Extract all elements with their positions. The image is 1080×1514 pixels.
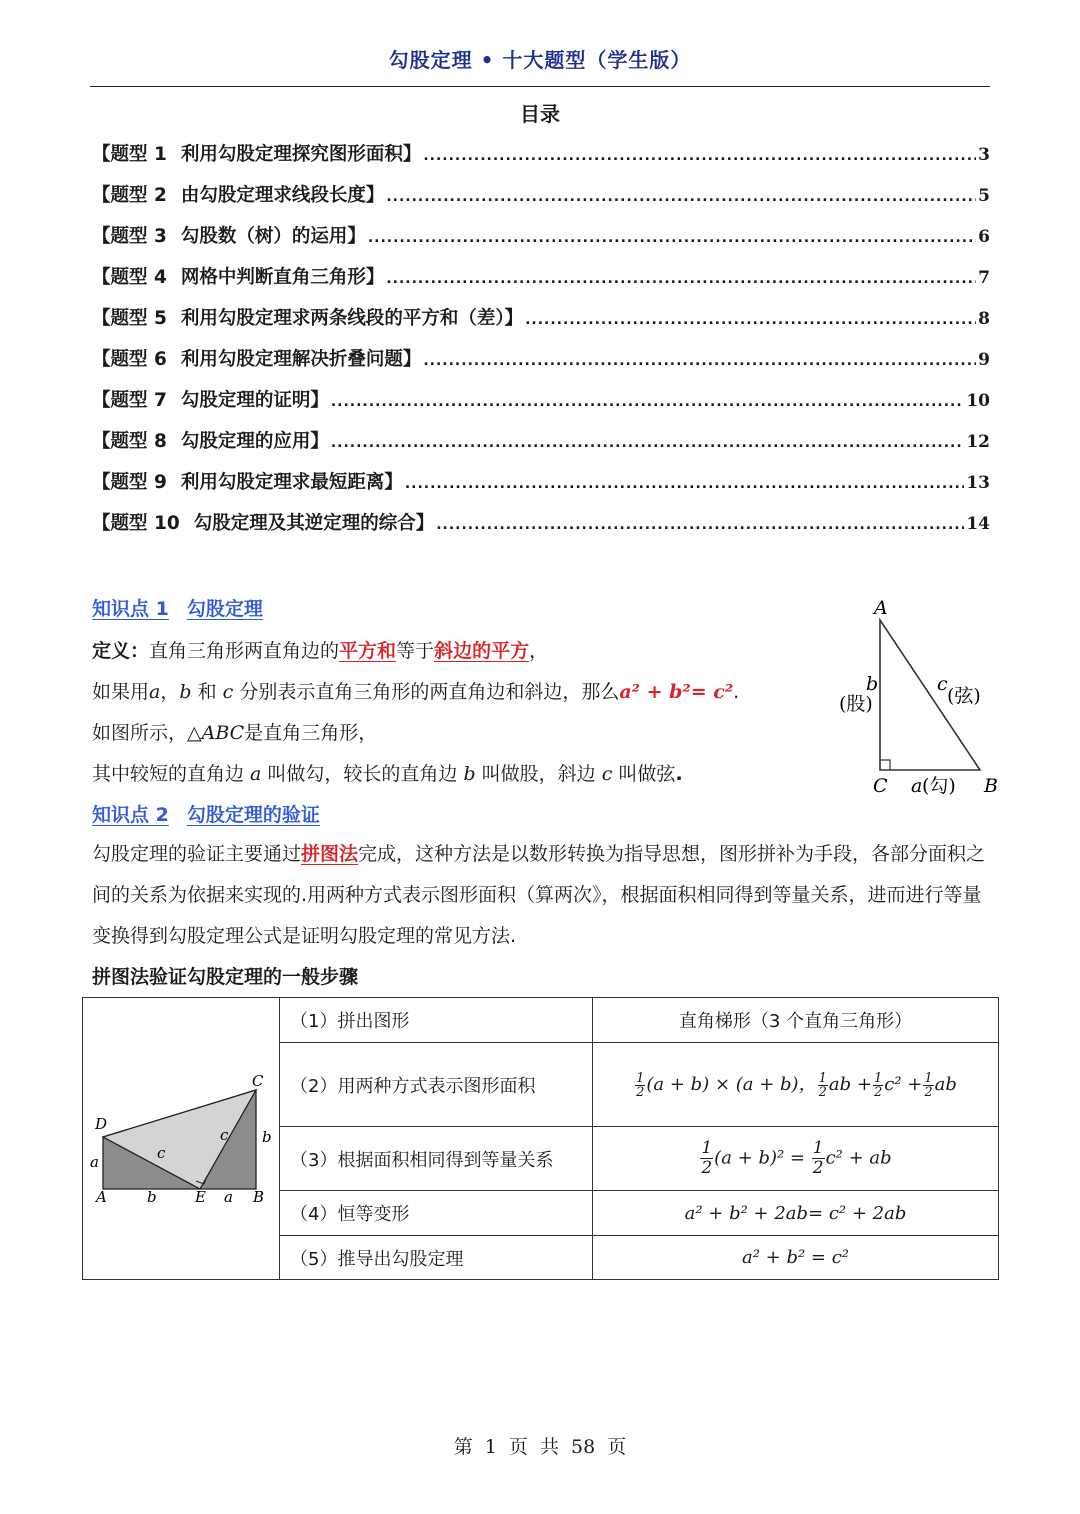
toc-item-label: 利用勾股定理探究图形面积】 bbox=[180, 144, 422, 165]
side-a-label: a bbox=[90, 1152, 99, 1171]
knowledge-point-1-heading[interactable] bbox=[92, 594, 263, 621]
toc-item-6[interactable] bbox=[92, 345, 990, 373]
text: 叫做弦 bbox=[612, 763, 676, 785]
side-xian-label: (弦) bbox=[947, 685, 981, 707]
toc-item-page: 12 bbox=[966, 432, 990, 452]
expr: (a + b) × (a + b)， bbox=[646, 1074, 817, 1096]
page-header-title: 勾股定理 • 十大题型（学生版） bbox=[388, 48, 692, 72]
toc-item-label: 利用勾股定理解决折叠问题】 bbox=[180, 349, 422, 370]
numerator: 1 bbox=[873, 1070, 883, 1086]
toc-item-number: 【题型 9 bbox=[92, 472, 167, 493]
side-b-label: b bbox=[262, 1127, 272, 1146]
kp2-title: 勾股定理的验证 bbox=[186, 804, 320, 826]
text: 如果用 bbox=[92, 681, 150, 703]
steps-title: 拼图法验证勾股定理的一般步骤 bbox=[92, 966, 359, 988]
side-c-label: c bbox=[157, 1143, 166, 1162]
expr: ab bbox=[934, 1074, 957, 1096]
denominator: 2 bbox=[873, 1084, 883, 1100]
toc-item-label: 勾股定理的证明】 bbox=[180, 390, 329, 411]
definition-line bbox=[92, 636, 548, 663]
side-gou-label: (勾) bbox=[922, 775, 956, 797]
verification-paragraph bbox=[92, 834, 990, 957]
toc-leader-dots bbox=[423, 148, 976, 164]
toc-leader-dots bbox=[423, 353, 976, 369]
toc-item-page: 10 bbox=[966, 391, 990, 411]
var-a: a bbox=[149, 681, 161, 703]
var-b: b bbox=[463, 763, 476, 785]
fraction-half bbox=[873, 1072, 883, 1099]
right-triangle-figure bbox=[830, 592, 1010, 804]
toc-item-7[interactable] bbox=[92, 386, 990, 414]
var-b: b bbox=[179, 681, 192, 703]
toc-item-5[interactable] bbox=[92, 304, 990, 332]
vertex-c-label: C bbox=[873, 775, 888, 797]
fraction-half bbox=[923, 1072, 933, 1099]
right-angle-mark bbox=[880, 760, 890, 770]
toc-item-page: 14 bbox=[966, 514, 990, 534]
toc-item-label: 勾股定理的应用】 bbox=[180, 431, 329, 452]
toc-item-number: 【题型 10 bbox=[92, 513, 180, 534]
def-text: 直角三角形两直角边的 bbox=[149, 640, 340, 662]
text: ， bbox=[160, 681, 180, 703]
vertex-b-label: B bbox=[984, 775, 998, 797]
numerator: 1 bbox=[818, 1070, 827, 1086]
denominator: 2 bbox=[636, 1084, 645, 1100]
numerator: 1 bbox=[636, 1070, 645, 1086]
expr: c² + bbox=[884, 1074, 923, 1096]
step-cell: （5）推导出勾股定理 bbox=[280, 1236, 593, 1280]
definition-label: 定义： bbox=[92, 640, 150, 662]
fraction-half bbox=[818, 1072, 828, 1099]
toc-item-3[interactable] bbox=[92, 222, 990, 250]
step-cell: （3）根据面积相同得到等量关系 bbox=[280, 1127, 593, 1191]
toc-item-number: 【题型 7 bbox=[92, 390, 167, 411]
text: 和 bbox=[191, 681, 223, 703]
header-divider bbox=[90, 86, 990, 87]
denominator: 2 bbox=[812, 1158, 824, 1178]
toc-item-label: 勾股数（树）的运用】 bbox=[180, 226, 366, 247]
toc-leader-dots bbox=[405, 476, 964, 492]
text: 勾股定理的验证主要通过 bbox=[92, 843, 302, 865]
toc-leader-dots bbox=[386, 189, 976, 205]
pythagorean-formula: a² + b²= c² bbox=[619, 681, 734, 703]
kp1-title: 勾股定理 bbox=[186, 598, 263, 620]
expr: ab + bbox=[828, 1074, 872, 1096]
toc-item-2[interactable] bbox=[92, 181, 990, 209]
toc-item-number: 【题型 8 bbox=[92, 431, 167, 452]
result-cell: 直角梯形（3 个直角三角形） bbox=[593, 998, 999, 1043]
text: 叫做股，斜边 bbox=[475, 763, 602, 785]
text: 完成，这种方法是以数形转换为指导思想，图形拼补为手段，各部分面积之间的关系为依据来实现的.用两种方式表示图形面积（算两次》，根据面积相同得到等量关系，进而进行等量变换得到勾股定理公式是证明勾股定理的常见方法. bbox=[92, 843, 986, 947]
text: 是直角三角形， bbox=[244, 722, 378, 744]
side-a-label: a bbox=[911, 775, 923, 797]
toc-item-number: 【题型 6 bbox=[92, 349, 167, 370]
page-footer: 第 1 页 共 58 页 bbox=[453, 1436, 627, 1458]
def-text: ， bbox=[529, 640, 549, 662]
var-c: c bbox=[222, 681, 234, 703]
text: . bbox=[733, 681, 740, 703]
toc-item-8[interactable] bbox=[92, 427, 990, 455]
step-cell: （2）用两种方式表示图形面积 bbox=[280, 1043, 593, 1127]
toc-item-page: 5 bbox=[978, 186, 990, 206]
def-text: 等于 bbox=[396, 640, 435, 662]
toc-item-9[interactable] bbox=[92, 468, 990, 496]
var-a: a bbox=[250, 763, 262, 785]
fraction-half bbox=[635, 1072, 645, 1099]
denominator: 2 bbox=[924, 1084, 933, 1100]
toc-item-label: 勾股定理及其逆定理的综合】 bbox=[193, 513, 435, 534]
side-c-label: c bbox=[937, 673, 948, 695]
toc-item-label: 网格中判断直角三角形】 bbox=[180, 267, 385, 288]
vertex-d-label: D bbox=[95, 1114, 108, 1133]
kp2-number: 知识点 2 bbox=[92, 804, 169, 826]
steps-table bbox=[82, 997, 999, 1280]
vertex-a-label: A bbox=[874, 597, 888, 619]
toc-item-page: 3 bbox=[978, 145, 990, 165]
toc-item-page: 6 bbox=[978, 227, 990, 247]
text: 分别表示直角三角形的两直角边和斜边，那么 bbox=[233, 681, 620, 703]
toc-item-page: 8 bbox=[978, 309, 990, 329]
toc-item-number: 【题型 3 bbox=[92, 226, 167, 247]
fraction-half bbox=[700, 1139, 713, 1178]
toc-item-label: 利用勾股定理求两条线段的平方和（差）】 bbox=[180, 308, 524, 329]
side-c-label: c bbox=[220, 1125, 229, 1144]
text: . bbox=[675, 763, 683, 785]
toc-item-page: 7 bbox=[978, 268, 990, 288]
var-c: c bbox=[601, 763, 613, 785]
denominator: 2 bbox=[701, 1158, 713, 1178]
toc-item-number: 【题型 1 bbox=[92, 144, 167, 165]
side-a-label: a bbox=[224, 1187, 233, 1206]
toc-item-number: 【题型 2 bbox=[92, 185, 167, 206]
toc-leader-dots bbox=[331, 394, 964, 410]
side-b-label: b bbox=[147, 1187, 157, 1206]
variables-line bbox=[92, 677, 739, 704]
toc-item-number: 【题型 4 bbox=[92, 267, 167, 288]
text: 叫做勾，较长的直角边 bbox=[261, 763, 464, 785]
denominator: 2 bbox=[818, 1084, 827, 1100]
expr: c² + ab bbox=[825, 1147, 892, 1169]
text: 如图所示， bbox=[92, 722, 188, 744]
toc-title: 目录 bbox=[520, 102, 560, 126]
numerator: 1 bbox=[701, 1138, 713, 1158]
terms-line bbox=[92, 759, 683, 786]
toc-item-number: 【题型 5 bbox=[92, 308, 167, 329]
trapezoid-figure bbox=[83, 999, 279, 1279]
vertex-c-label: C bbox=[252, 1071, 264, 1090]
def-emphasis-sum-of-squares: 平方和 bbox=[339, 640, 397, 662]
text: 其中较短的直角边 bbox=[92, 763, 251, 785]
toc-leader-dots bbox=[386, 271, 976, 287]
vertex-a-label: A bbox=[96, 1187, 107, 1206]
numerator: 1 bbox=[924, 1070, 933, 1086]
toc-item-label: 由勾股定理求线段长度】 bbox=[180, 185, 385, 206]
fraction-half bbox=[812, 1139, 825, 1178]
toc-item-label: 利用勾股定理求最短距离】 bbox=[180, 472, 403, 493]
vertex-e-label: E bbox=[195, 1187, 206, 1206]
toc-leader-dots bbox=[331, 435, 964, 451]
jigsaw-method-emphasis: 拼图法 bbox=[301, 843, 359, 865]
knowledge-point-2-heading[interactable] bbox=[92, 800, 320, 827]
side-b-label: b bbox=[866, 673, 879, 695]
result-cell-equation bbox=[593, 1127, 999, 1191]
toc-item-page: 9 bbox=[978, 350, 990, 370]
numerator: 1 bbox=[812, 1138, 824, 1158]
toc-leader-dots bbox=[525, 312, 976, 328]
expr: (a + b)² = bbox=[714, 1147, 806, 1169]
toc-item-4[interactable] bbox=[92, 263, 990, 291]
table-row bbox=[83, 998, 999, 1043]
toc-item-page: 13 bbox=[966, 473, 990, 493]
toc-leader-dots bbox=[368, 230, 976, 246]
trapezoid-figure-cell bbox=[83, 998, 280, 1280]
kp1-number: 知识点 1 bbox=[92, 598, 169, 620]
step-cell: （4）恒等变形 bbox=[280, 1191, 593, 1236]
toc-leader-dots bbox=[436, 517, 964, 533]
toc-item-10[interactable] bbox=[92, 509, 990, 537]
def-emphasis-hypotenuse-square: 斜边的平方 bbox=[434, 640, 530, 662]
side-gu-label: (股) bbox=[839, 693, 873, 715]
figure-reference-line bbox=[92, 718, 377, 745]
vertex-b-label: B bbox=[253, 1187, 265, 1206]
result-cell-area-two-ways bbox=[593, 1043, 999, 1127]
result-cell: a² + b² = c² bbox=[593, 1236, 999, 1280]
step-cell: （1）拼出图形 bbox=[280, 998, 593, 1043]
result-cell: a² + b² + 2ab= c² + 2ab bbox=[593, 1191, 999, 1236]
triangle-abc-label: △ABC bbox=[187, 722, 245, 744]
toc-item-1[interactable] bbox=[92, 140, 990, 168]
